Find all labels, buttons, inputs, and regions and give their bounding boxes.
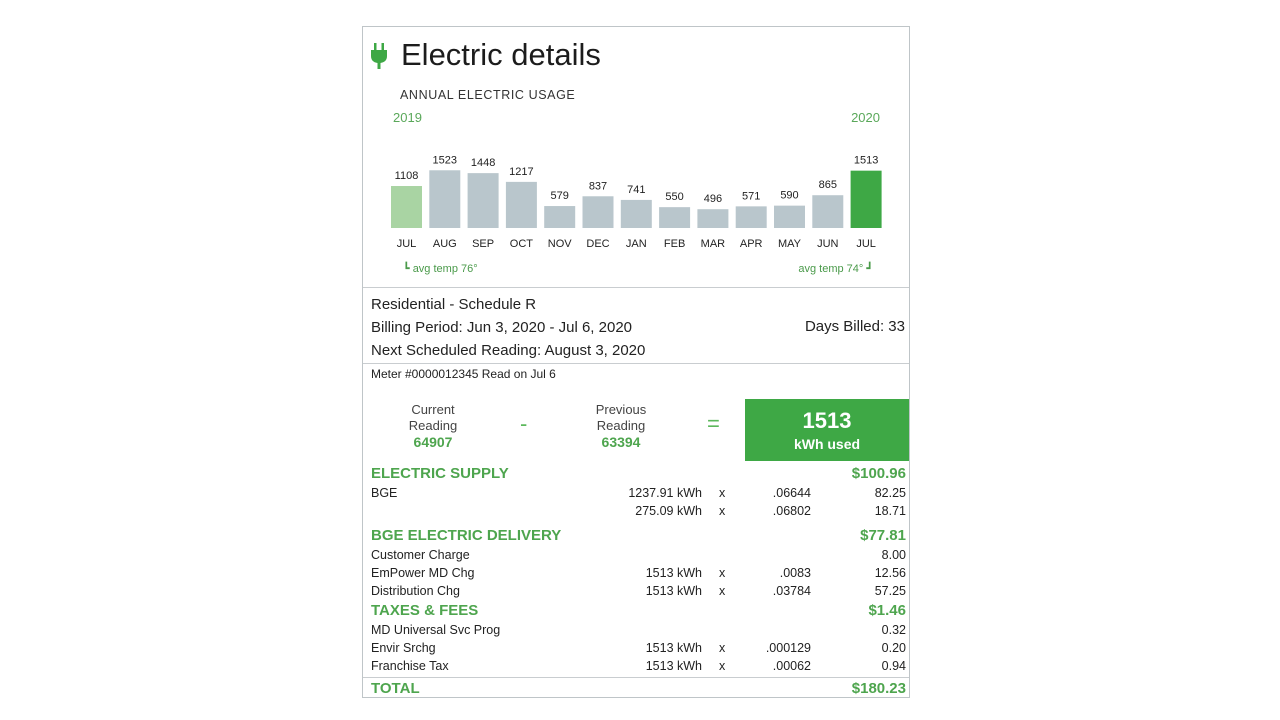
charge-quantity: 1513 kWh xyxy=(645,641,702,655)
minus-sign: - xyxy=(520,411,528,436)
charge-line-row xyxy=(363,659,909,677)
charge-quantity: 1513 kWh xyxy=(645,584,702,598)
equals-sign: = xyxy=(707,411,720,436)
avg-temp-right-text: avg temp 74° xyxy=(798,263,864,275)
bar-may xyxy=(774,206,805,228)
year-end-label: 2020 xyxy=(851,110,880,125)
charge-label: MD Universal Svc Prog xyxy=(371,623,501,637)
usage-chart-section xyxy=(363,27,909,288)
current-reading-label-1: Current xyxy=(411,402,455,417)
month-tick-label: JUL xyxy=(396,238,417,250)
bar-value-label: 1448 xyxy=(470,157,496,170)
avg-temp-left-text: avg temp 76° xyxy=(412,263,478,275)
kwh-used-box xyxy=(745,399,909,461)
bar-value-label: 590 xyxy=(780,189,799,202)
charge-rate: .00062 xyxy=(772,659,811,673)
charge-rate: .03784 xyxy=(772,584,811,598)
bar-value-label: 496 xyxy=(703,193,723,206)
month-tick-label: NOV xyxy=(547,238,572,250)
bar-value-label: 837 xyxy=(588,180,608,193)
charge-label: EmPower MD Chg xyxy=(371,566,475,580)
multiply-sign: x xyxy=(719,641,726,655)
previous-reading-value: 63394 xyxy=(601,434,641,450)
next-reading-text: Next Scheduled Reading: August 3, 2020 xyxy=(371,342,646,359)
bar-oct xyxy=(506,182,537,228)
bar-nov xyxy=(544,206,575,228)
bar-jul xyxy=(851,171,882,228)
billing-period-text: Billing Period: Jun 3, 2020 - Jul 6, 2020 xyxy=(371,319,632,336)
charge-amount: 18.71 xyxy=(874,504,906,518)
section-total: $100.96 xyxy=(851,465,906,482)
chart-subtitle: ANNUAL ELECTRIC USAGE xyxy=(400,88,576,102)
previous-reading xyxy=(561,402,681,450)
bar-value-label: 571 xyxy=(742,190,761,203)
charge-rate: .0083 xyxy=(779,566,811,580)
charge-quantity: 1237.91 kWh xyxy=(628,486,702,500)
charge-label: Customer Charge xyxy=(371,548,470,562)
kwh-used-value: 1513 xyxy=(802,408,852,433)
kwh-used-label: kWh used xyxy=(793,436,861,452)
bar-value-label: 865 xyxy=(818,179,837,192)
charge-label: Envir Srchg xyxy=(371,641,436,655)
current-reading xyxy=(373,402,493,450)
total-amount: $180.23 xyxy=(851,680,906,697)
multiply-sign: x xyxy=(719,659,726,673)
charge-amount: 82.25 xyxy=(874,486,906,500)
bar-value-label: 1217 xyxy=(509,165,534,178)
charge-label: Franchise Tax xyxy=(371,659,449,673)
charge-line-row xyxy=(363,584,909,602)
month-tick-label: OCT xyxy=(509,238,534,250)
bar-sep xyxy=(468,173,499,228)
current-reading-label-2: Reading xyxy=(408,418,458,433)
charge-amount: 0.32 xyxy=(881,623,906,637)
section-title: BGE ELECTRIC DELIVERY xyxy=(371,527,562,544)
bar-jul xyxy=(391,186,422,228)
charge-amount: 12.56 xyxy=(874,566,906,580)
charge-label: BGE xyxy=(371,486,398,500)
bar-apr xyxy=(736,206,767,228)
total-label: TOTAL xyxy=(371,680,420,697)
charge-quantity: 275.09 kWh xyxy=(635,504,702,518)
multiply-sign: x xyxy=(719,486,726,500)
charge-rate: .000129 xyxy=(765,641,811,655)
bar-value-label: 1108 xyxy=(394,170,419,183)
previous-reading-label-2: Reading xyxy=(596,418,646,433)
taxes-header-row xyxy=(363,602,909,623)
charges-table xyxy=(363,465,909,701)
section-title: ELECTRIC SUPPLY xyxy=(371,465,509,482)
previous-reading-label-1: Previous xyxy=(595,402,647,417)
month-tick-label: MAR xyxy=(700,238,726,250)
corner-arrow-icon: ┗ xyxy=(403,263,410,275)
bar-mar xyxy=(697,209,728,228)
bar-feb xyxy=(659,207,690,228)
bar-value-label: 1523 xyxy=(432,154,458,167)
bar-jun xyxy=(812,195,843,228)
bar-dec xyxy=(583,196,614,228)
charge-line-row xyxy=(363,623,909,641)
month-tick-label: FEB xyxy=(663,238,686,250)
current-reading-value: 64907 xyxy=(413,434,453,450)
avg-temp-right xyxy=(798,262,873,275)
charge-line-row xyxy=(363,548,909,566)
days-billed-text: Days Billed: 33 xyxy=(804,318,905,335)
electric-details-card xyxy=(362,26,910,698)
bar-aug xyxy=(429,170,460,228)
month-tick-label: SEP xyxy=(472,238,495,250)
charge-amount: 0.94 xyxy=(881,659,906,673)
month-tick-label: AUG xyxy=(432,238,457,250)
bar-jan xyxy=(621,200,652,228)
year-start-label: 2019 xyxy=(393,110,422,125)
supply-header-row xyxy=(363,465,909,486)
month-tick-label: MAY xyxy=(777,238,802,250)
section-total: $77.81 xyxy=(860,527,906,544)
multiply-sign: x xyxy=(719,566,726,580)
charge-label: Distribution Chg xyxy=(371,584,460,598)
total-row xyxy=(363,677,909,701)
charge-quantity: 1513 kWh xyxy=(645,659,702,673)
charge-amount: 8.00 xyxy=(881,548,906,562)
month-tick-label: APR xyxy=(739,238,763,250)
bar-value-label: 550 xyxy=(665,191,684,204)
charge-line-row xyxy=(363,566,909,584)
section-title: TAXES & FEES xyxy=(371,602,479,619)
charge-line-row xyxy=(363,641,909,659)
meter-text: Meter #0000012345 Read on Jul 6 xyxy=(371,367,556,381)
corner-arrow-icon: ┛ xyxy=(866,263,873,275)
charge-line-row xyxy=(363,486,909,504)
bar-value-label: 1513 xyxy=(853,154,879,167)
account-info-section xyxy=(363,288,909,364)
bar-value-label: 579 xyxy=(550,190,569,203)
month-tick-label: JUN xyxy=(817,238,839,250)
delivery-header-row xyxy=(363,527,909,548)
month-tick-label: JUL xyxy=(856,238,876,250)
charge-amount: 57.25 xyxy=(874,584,906,598)
charge-rate: .06802 xyxy=(772,504,811,518)
charge-rate: .06644 xyxy=(772,486,811,500)
page-title: Electric details xyxy=(401,37,601,72)
multiply-sign: x xyxy=(719,504,726,518)
multiply-sign: x xyxy=(719,584,726,598)
usage-bar-chart xyxy=(363,27,909,287)
charge-line-row xyxy=(363,504,909,522)
charge-quantity: 1513 kWh xyxy=(645,566,702,580)
schedule-text: Residential - Schedule R xyxy=(371,296,537,313)
month-tick-label: DEC xyxy=(586,238,610,250)
month-tick-label: JAN xyxy=(625,238,647,250)
avg-temp-left xyxy=(403,262,478,275)
section-total: $1.46 xyxy=(868,602,906,619)
bar-value-label: 741 xyxy=(627,183,646,196)
charge-amount: 0.20 xyxy=(881,641,906,655)
